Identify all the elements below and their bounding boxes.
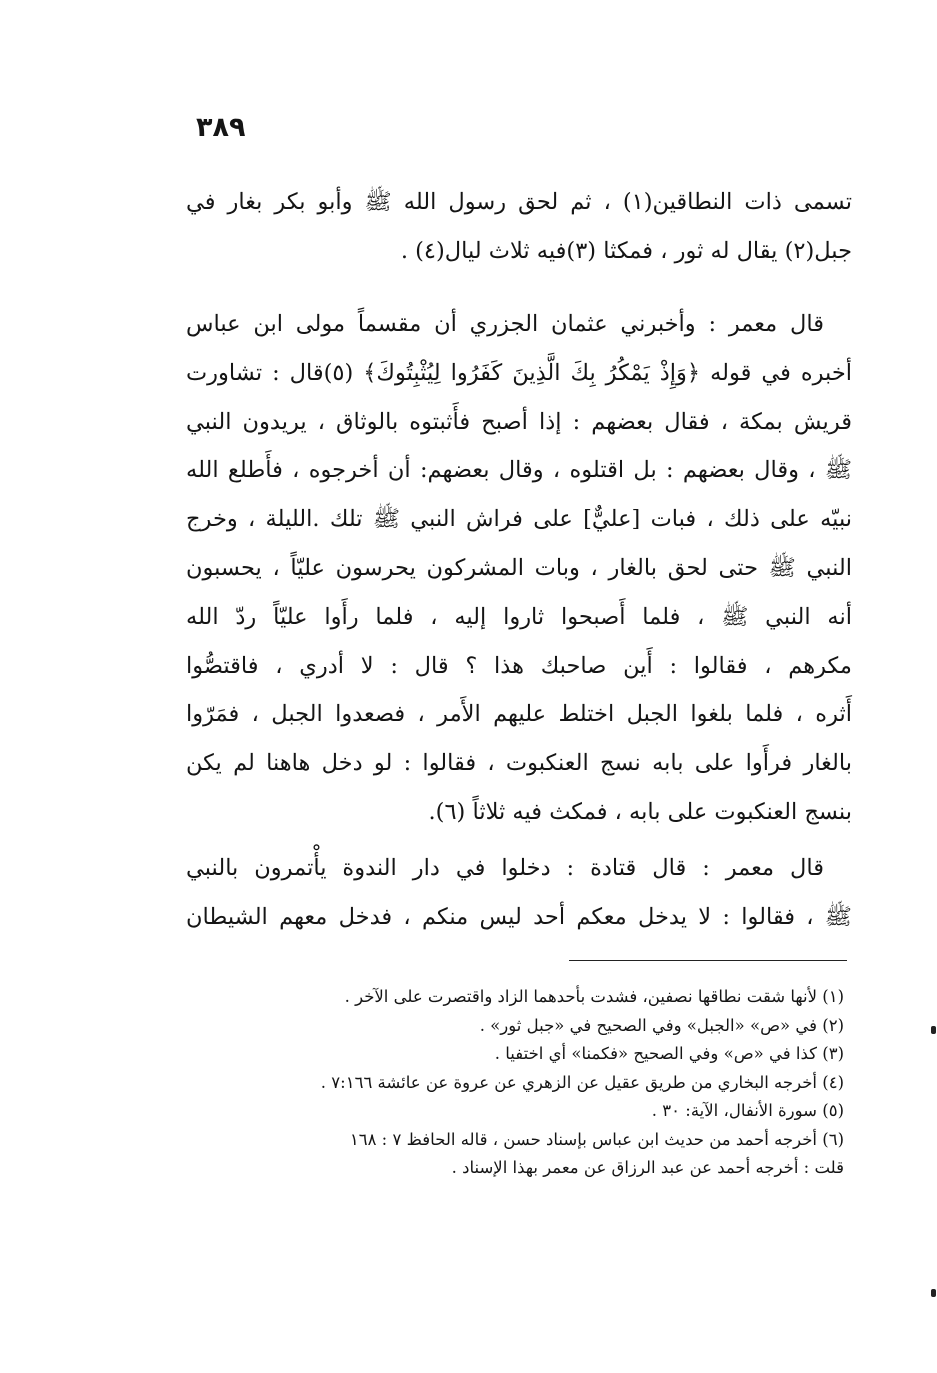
text-line: أنه النبي ﷺ ، فلما أَصبحوا ثاروا إليه ، فلما رأَوا عليّاً ردّ الله bbox=[186, 603, 852, 630]
paragraph-2 bbox=[186, 300, 852, 837]
text-line: قال معمر : وأخبرني عثمان الجزري أن مقسماً مولى ابن عباس bbox=[186, 311, 824, 337]
text-line: بالغار فرأَوا على بابه نسج العنكبوت ، فقالوا : لو دخل هاهنا لم يكن bbox=[186, 750, 852, 777]
paragraph-1 bbox=[186, 178, 852, 276]
text-line: النبي ﷺ حتى لحق بالغار ، وبات المشركون يحرسون عليّاً ، يحسبون bbox=[186, 554, 852, 581]
scan-edge-mark bbox=[931, 1289, 936, 1297]
text-line: قال معمر : قال قتادة : دخلوا في دار الندوة يأْتمرون بالنبي bbox=[186, 855, 824, 881]
footnote-5: (٥) سورة الأنفال، الآية: ٣٠ . bbox=[651, 1101, 844, 1120]
footnote-2: (٢) في «ص» «الجبل» وفي الصحيح في «جبل ثور» . bbox=[479, 1015, 844, 1035]
text-line: أَثره ، فلما بلغوا الجبل اختلط عليهم الأَمر ، فصعدوا الجبل ، فمَرّوا bbox=[186, 701, 852, 728]
footnote-4: (٤) أخرجه البخاري من طريق عقيل عن الزهري عن عروة عن عائشة ٧:١٦٦ . bbox=[320, 1072, 844, 1092]
footnote-3: (٣) كذا في «ص» وفي الصحيح «فكمنا» أي اختفيا . bbox=[494, 1044, 844, 1063]
text-line: تسمى ذات النطاقين(١) ، ثم لحق رسول الله ﷺ وأبو بكر بغار في bbox=[186, 189, 852, 215]
text-line: أخبره في قوله ﴿وَإِذْ يَمْكُرُ بِكَ الَّذِينَ كَفَرُوا لِيُثْبِتُوكَ﴾ (٥)قال : تشاورت bbox=[186, 359, 852, 386]
footnotes bbox=[160, 983, 844, 1183]
footnote-6: (٦) أخرجه أحمد من حديث ابن عباس بإسناد حسن ، قاله الحافظ ٧ : ١٦٨ bbox=[349, 1129, 844, 1149]
page-number: ٣٨٩ bbox=[196, 112, 246, 143]
text-line: قريش بمكة ، فقال بعضهم : إذا أصبح فأَثبتوه بالوثاق ، يريدون النبي bbox=[186, 408, 852, 435]
text-line: بنسج العنكبوت على بابه ، فمكث فيه ثلاثاً (٦). bbox=[428, 798, 852, 825]
text-line: ﷺ ، وقال بعضهم : بل اقتلوه ، وقال بعضهم: أن أخرجوه ، فأَطلع الله bbox=[186, 457, 852, 484]
text-line: جبل(٢) يقال له ثور ، فمكثا (٣)فيه ثلاث ليال(٤) . bbox=[400, 237, 852, 264]
text-line: ﷺ ، فقالوا : لا يدخل معكم أحد ليس منكم ، فدخل معهم الشيطان bbox=[186, 903, 852, 930]
text-line: مكرهم ، فقالوا : أَين صاحبك هذا ؟ قال : لا أدري ، فاقتصُّوا bbox=[186, 652, 852, 679]
footnote-1: (١) لأنها شقت نطاقها نصفين، فشدت بأحدهما الزاد واقتصرت على الآخر . bbox=[344, 987, 844, 1006]
paragraph-3 bbox=[186, 844, 852, 942]
footnote-6-continuation: قلت : أخرجه أحمد عن عبد الرزاق عن معمر بهذا الإسناد . bbox=[451, 1158, 844, 1177]
text-line: نبيّه على ذلك ، فبات [عليٌّ] على فراش النبي ﷺ تلك .الليلة ، وخرج bbox=[186, 506, 852, 533]
scan-edge-mark bbox=[931, 1026, 936, 1034]
footnote-divider bbox=[569, 960, 847, 961]
